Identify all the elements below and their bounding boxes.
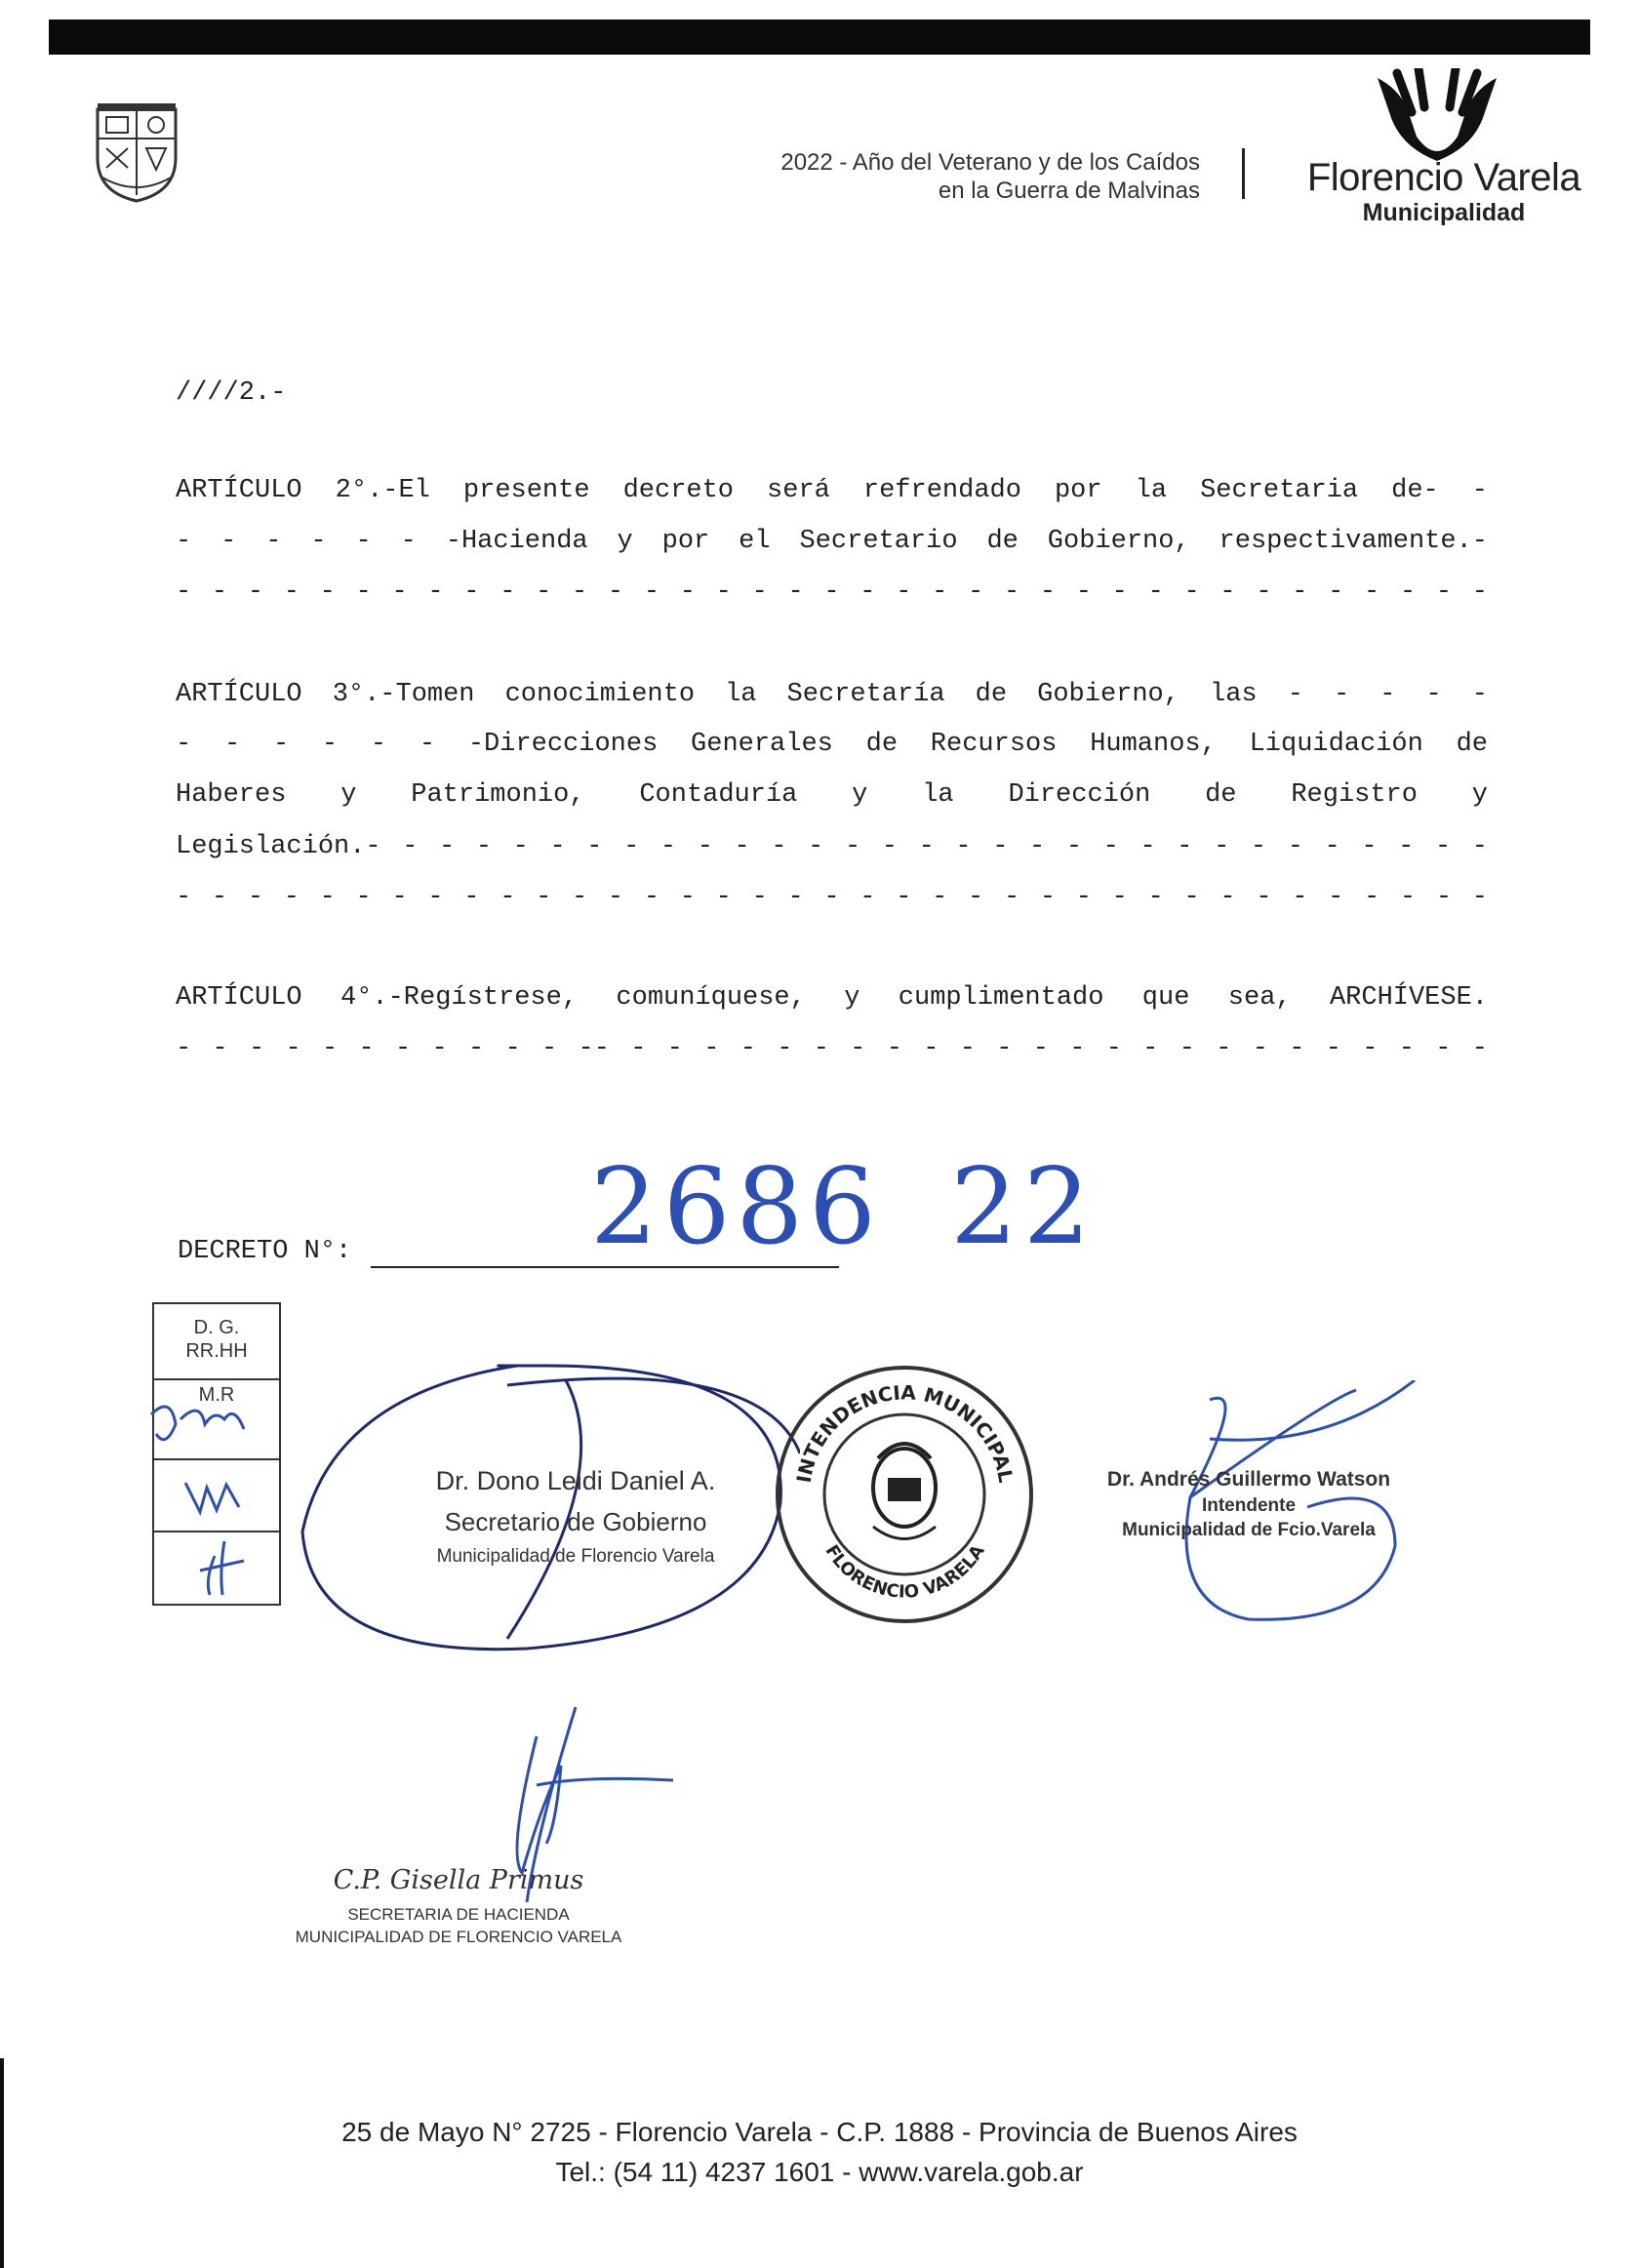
signer-3-name: C.P. Gisella Primus	[333, 1865, 584, 1895]
article-3-line-2: - - - - - - -Direcciones Generales de Recursos Humanos, Liquidación de	[176, 730, 1488, 759]
article-3-line-5: - - - - - - - - - - - - - - - - - - - - - - - - - - - - - - - - - - - - -	[176, 883, 1488, 912]
article-2-line-2: - - - - - - -Hacienda y por el Secretario de Gobierno, respectivamente.-	[176, 527, 1488, 556]
scan-top-bar	[49, 20, 1590, 55]
stamp-cell-dg-line-1: D. G.	[193, 1317, 240, 1338]
signature-scrawl-1	[293, 1336, 800, 1658]
signer-3-organization: MUNICIPALIDAD DE FLORENCIO VARELA	[295, 1928, 622, 1946]
seal-top-text: INTENDENCIA MUNICIPAL	[791, 1380, 1019, 1485]
brand-subtitle: Municipalidad	[1362, 199, 1526, 226]
footer-contact: Tel.: (54 11) 4237 1601 - www.varela.gob.ar	[555, 2157, 1084, 2187]
stamp-cell-dg-line-2: RR.HH	[185, 1340, 248, 1362]
signer-3-role: SECRETARIA DE HACIENDA	[347, 1905, 570, 1924]
signer-2-organization: Municipalidad de Fcio.Varela	[1122, 1520, 1376, 1540]
decree-label: DECRETO N°:	[178, 1237, 352, 1266]
decree-number: 2686 22	[590, 1146, 1097, 1268]
header-motto	[624, 148, 1200, 205]
stamp-cell-mr-label: M.R	[198, 1384, 235, 1406]
brand-name: Florencio Varela	[1306, 156, 1581, 199]
handwritten-initials	[146, 1395, 293, 1600]
article-3-line-1: ARTÍCULO 3°.-Tomen conocimiento la Secretaría de Gobierno, las - - - - -	[176, 680, 1488, 709]
signer-2-role: Intendente	[1201, 1495, 1297, 1516]
page-marker: ////2.-	[176, 378, 287, 408]
article-3-line-3: Haberes y Patrimonio, Contaduría y la Dirección de Registro y	[176, 780, 1488, 810]
florencio-varela-logo-icon	[1368, 68, 1506, 166]
article-2-line-1: ARTÍCULO 2°.-El presente decreto será refrendado por la Secretaria de- -	[176, 476, 1488, 505]
article-4-line-1: ARTÍCULO 4°.-Regístrese, comuníquese, y cumplimentado que sea, ARCHÍVESE.	[176, 983, 1488, 1013]
official-seal	[771, 1361, 1039, 1629]
signer-1-role: Secretario de Gobierno	[444, 1507, 707, 1536]
article-4-line-2: - - - - - - - - - - - -- - - - - - - - - - - - - - - - - - - - - - - - -	[176, 1034, 1488, 1063]
signer-2-name: Dr. Andrés Guillermo Watson	[1106, 1468, 1391, 1491]
signer-1-name: Dr. Dono Leidi Daniel A.	[435, 1466, 716, 1495]
header-separator	[1242, 148, 1245, 199]
stamp-cell-dg	[154, 1304, 279, 1380]
motto-line-2: en la Guerra de Malvinas	[938, 178, 1200, 204]
signer-1-organization: Municipalidad de Florencio Varela	[436, 1546, 715, 1567]
seal-bottom-text: FLORENCIO VARELA	[820, 1541, 989, 1603]
motto-line-1: 2022 - Año del Veterano y de los Caídos	[780, 149, 1200, 176]
municipal-crest-icon	[93, 99, 180, 203]
footer-address: 25 de Mayo N° 2725 - Florencio Varela - C.P. 1888 - Provincia de Buenos Aires	[341, 2117, 1298, 2147]
article-2-line-3: - - - - - - - - - - - - - - - - - - - - - - - - - - - - - - - - - - - - -	[176, 577, 1488, 607]
article-3-line-4: Legislación.- - - - - - - - - - - - - - - - - - - - - - - - - - - - - - -	[176, 832, 1488, 861]
